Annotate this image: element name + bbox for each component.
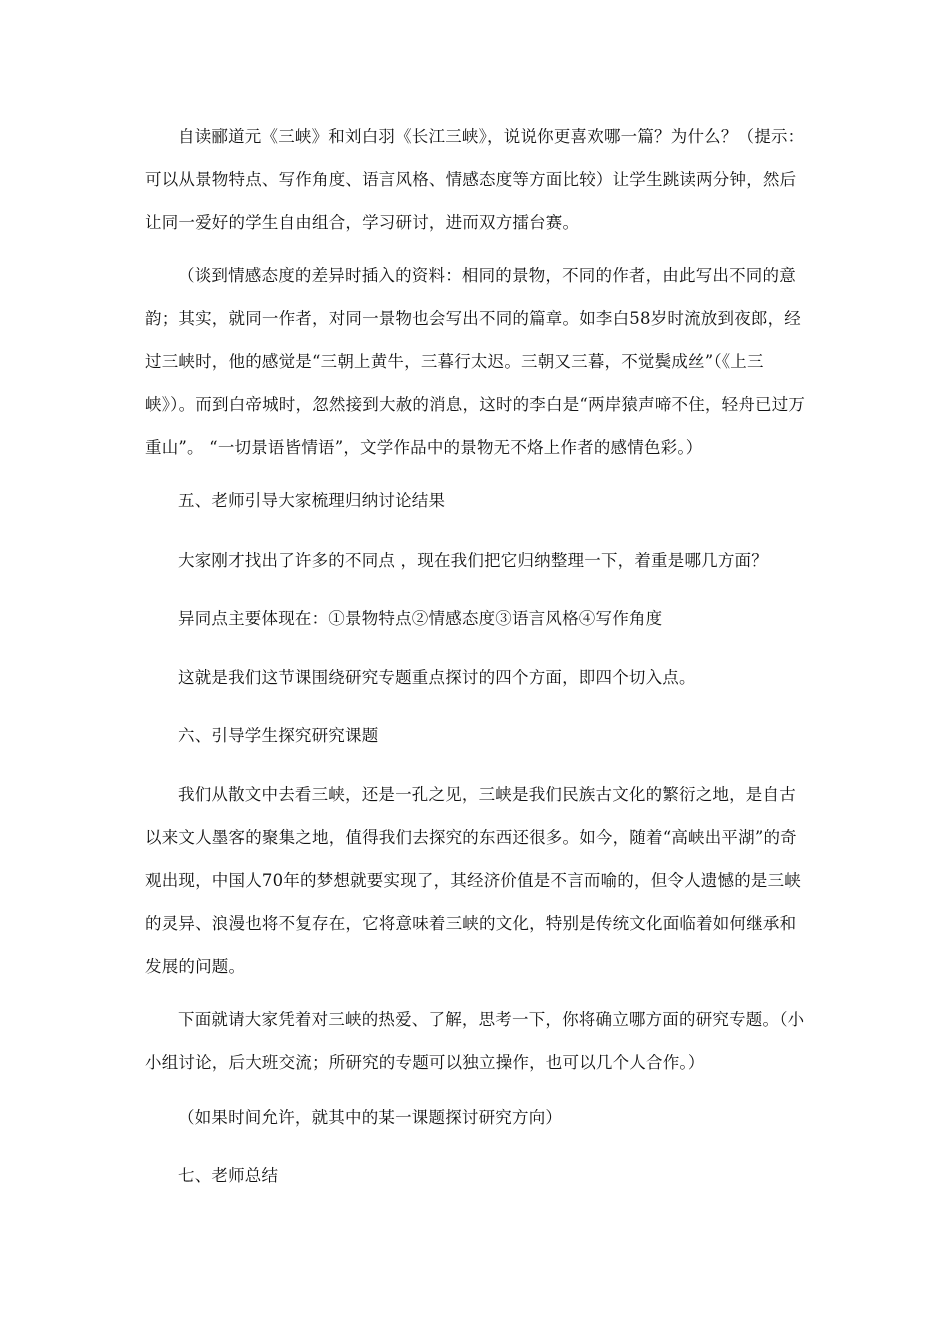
section-heading-seven: 七、老师总结 <box>178 1166 279 1185</box>
section-heading-five: 五、老师引导大家梳理归纳讨论结果 <box>178 491 446 510</box>
paragraph-difference-points: 异同点主要体现在：①景物特点②情感态度③语言风格④写作角度 <box>178 609 663 628</box>
paragraph-research-topic: 下面就请大家凭着对三峡的热爱、了解，思考一下，你将确立哪方面的研究专题。（小小组讨论，后大班交流；所研究的专题可以独立操作，也可以几个人合作。） <box>145 1010 805 1072</box>
paragraph-supplementary-note: （谈到情感态度的差异时插入的资料：相同的景物，不同的作者，由此写出不同的意韵；其实，就同一作者，对同一景物也会写出不同的篇章。如李白58岁时流放到夜郎，经过三峡时，他的感觉是“三朝上黄牛，三暮行太迟。三朝又三暮，不觉鬓成丝”（《上三峡》）。而到白帝城时，忽然接到大赦的消息，这时的李白是“两岸猿声啼不住，轻舟已过万重山”。 “一切景语皆情语”，文学作品中的景物无不烙上作者的感情色彩。） <box>145 266 806 457</box>
paragraph-three-gorges-culture: 我们从散文中去看三峡，还是一孔之见，三峡是我们民族古文化的繁衍之地，是自古以来文人墨客的聚集之地，值得我们去探究的东西还很多。如今，随着“高峡出平湖”的奇观出现，中国人70年的梦想就要实现了，其经济价值是不言而喻的，但令人遗憾的是三峡的灵异、浪漫也将不复存在，它将意味着三峡的文化，特别是传统文化面临着如何继承和发展的问题。 <box>145 785 801 976</box>
paragraph-reading-task: 自读郦道元《三峡》和刘白羽《长江三峡》，说说你更喜欢哪一篇？为什么？（提示：可以从景物特点、写作角度、语言风格、情感态度等方面比较）让学生跳读两分钟，然后让同一爱好的学生自由组合，学习研讨，进而双方擂台赛。 <box>145 127 805 232</box>
paragraph-time-note: （如果时间允许，就其中的某一课题探讨研究方向） <box>178 1108 563 1127</box>
section-heading-six: 六、引导学生探究研究课题 <box>178 726 379 745</box>
paragraph-summary-question: 大家刚才找出了许多的不同点 ，现在我们把它归纳整理一下，着重是哪几方面？ <box>178 551 768 570</box>
paragraph-four-aspects: 这就是我们这节课围绕研究专题重点探讨的四个方面，即四个切入点。 <box>178 668 696 687</box>
